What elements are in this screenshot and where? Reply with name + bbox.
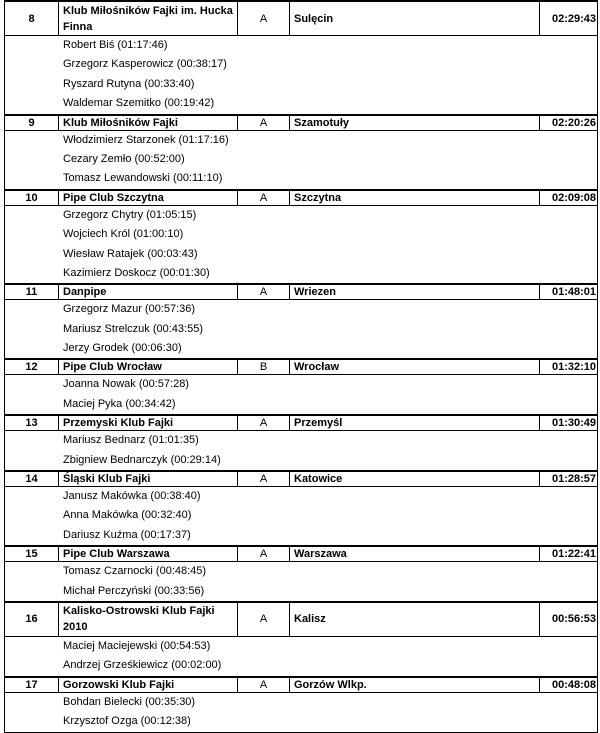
team-block [4,283,598,358]
team-block [4,0,598,114]
member-row: Tomasz Czarnocki (00:48:45) [63,565,207,578]
category-cell: A [238,472,290,486]
team-block [4,358,598,414]
team-block [4,676,598,733]
category-cell: A [238,603,290,636]
rank-cell: 9 [5,116,59,130]
category-cell: A [238,678,290,692]
members-list [4,693,598,733]
city-cell: Wrocław [290,360,540,374]
member-row: Tomasz Lewandowski (00:11:10) [63,172,223,185]
member-row: Maciej Pyka (00:34:42) [63,397,176,410]
rank-cell: 8 [5,2,59,35]
team-header-row [4,358,598,375]
member-row: Wiesław Ratajek (00:03:43) [63,247,198,260]
city-cell: Kalisz [290,603,540,636]
team-name-cell: Śląski Klub Fajki [59,472,238,486]
rank-cell: 16 [5,603,59,636]
team-block [4,470,598,545]
team-name-cell: Pipe Club Warszawa [59,547,238,561]
total-time-cell: 02:29:43 [551,12,596,25]
team-name-cell: Pipe Club Wrocław [59,360,238,374]
total-time-cell: 02:09:08 [551,191,596,204]
member-row: Anna Makówka (00:32:40) [63,509,192,522]
member-row: Wojciech Król (01:00:10) [63,228,184,241]
city-cell: Przemyśl [290,416,540,430]
city-cell: Szczytna [290,191,540,205]
members-list [4,562,598,601]
team-header-row [4,189,598,206]
member-row: Włodzimierz Starzonek (01:17:16) [63,133,229,146]
city-cell: Katowice [290,472,540,486]
member-row: Zbigniew Bednarczyk (00:29:14) [63,453,221,466]
team-name-cell: Gorzowski Klub Fajki [59,678,238,692]
team-name-cell: Danpipe [59,285,238,299]
rank-cell: 10 [5,191,59,205]
member-row: Mariusz Bednarz (01:01:35) [63,434,199,447]
team-header-row [4,0,598,36]
rank-cell: 11 [5,285,59,299]
category-cell: A [238,416,290,430]
category-cell: A [238,191,290,205]
total-time-cell: 01:28:57 [551,473,596,486]
team-name-cell: Przemyski Klub Fajki [59,416,238,430]
member-row: Grzegorz Mazur (00:57:36) [63,303,196,316]
members-list [4,206,598,284]
member-row: Cezary Zemło (00:52:00) [63,152,185,165]
category-cell: A [238,547,290,561]
total-time-cell: 00:56:53 [551,613,596,626]
member-row: Grzegorz Chytry (01:05:15) [63,208,197,221]
members-list [4,431,598,470]
team-name-cell: Klub Miłośników Fajki [59,116,238,130]
member-row: Andrzej Grześkiewicz (00:02:00) [63,659,222,672]
team-header-row [4,283,598,300]
city-cell: Szamotuły [290,116,540,130]
member-row: Robert Biś (01:17:46) [63,39,168,51]
rank-cell: 17 [5,678,59,692]
member-row: Kazimierz Doskocz (00:01:30) [63,266,210,279]
team-header-row [4,601,598,637]
total-time-cell: 01:22:41 [551,548,596,561]
team-header-row [4,470,598,487]
members-list [4,131,598,189]
members-list [4,36,598,114]
category-cell: A [238,2,290,35]
total-time-cell: 01:32:10 [551,361,596,374]
team-name-cell: Kalisko-Ostrowski Klub Fajki 2010 [59,603,238,636]
team-block [4,114,598,189]
member-row: Krzysztof Ozga (00:12:38) [63,715,191,728]
member-row: Bohdan Bielecki (00:35:30) [63,695,196,708]
results-table [4,0,598,733]
member-row: Grzegorz Kasperowicz (00:38:17) [63,58,227,71]
city-cell: Wriezen [290,285,540,299]
team-block [4,601,598,676]
rank-cell: 13 [5,416,59,430]
member-row: Jerzy Grodek (00:06:30) [63,342,182,355]
member-row: Maciej Maciejewski (00:54:53) [63,639,211,652]
members-list [4,487,598,545]
city-cell: Sulęcin [290,2,540,35]
member-row: Ryszard Rutyna (00:33:40) [63,77,195,90]
member-row: Waldemar Szemitko (00:19:42) [63,97,215,110]
members-list [4,300,598,358]
members-list [4,375,598,414]
category-cell: B [238,360,290,374]
city-cell: Gorzów Wlkp. [290,678,540,692]
rank-cell: 12 [5,360,59,374]
member-row: Joanna Nowak (00:57:28) [63,378,189,391]
member-row: Janusz Makówka (00:38:40) [63,490,201,503]
category-cell: A [238,285,290,299]
total-time-cell: 00:48:08 [551,678,596,691]
members-list [4,637,598,676]
city-cell: Warszawa [290,547,540,561]
total-time-cell: 01:30:49 [551,417,596,430]
team-block [4,189,598,284]
team-header-row [4,545,598,562]
team-block [4,545,598,601]
team-name-cell: Pipe Club Szczytna [59,191,238,205]
member-row: Dariusz Kuźma (00:17:37) [63,528,191,541]
rank-cell: 14 [5,472,59,486]
category-cell: A [238,116,290,130]
team-name-cell: Klub Miłośników Fajki im. Hucka Finna [59,2,238,35]
total-time-cell: 01:48:01 [551,286,596,299]
rank-cell: 15 [5,547,59,561]
team-header-row [4,414,598,431]
member-row: Mariusz Strelczuk (00:43:55) [63,322,203,335]
member-row: Michał Perczyński (00:33:56) [63,584,205,597]
total-time-cell: 02:20:26 [551,116,596,129]
team-block [4,414,598,470]
team-header-row [4,114,598,131]
team-header-row [4,676,598,693]
